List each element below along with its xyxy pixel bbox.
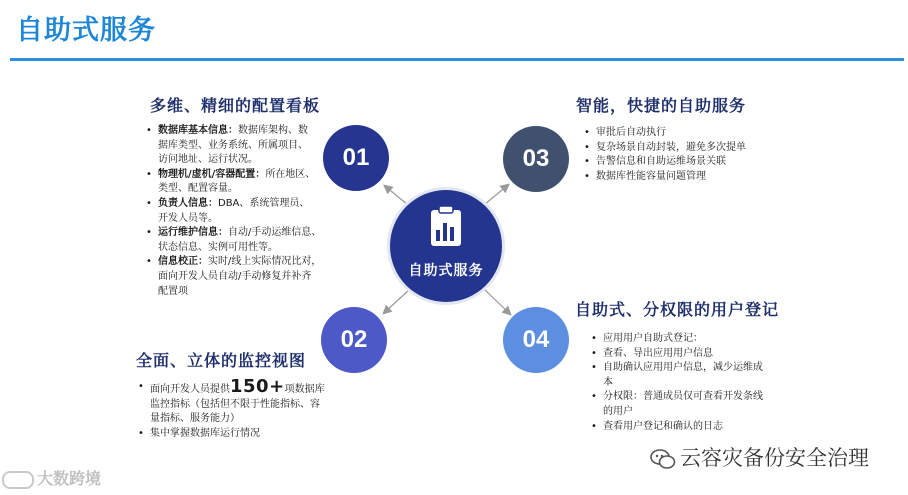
section-04-title: 自助式、分权限的用户登记 bbox=[575, 300, 780, 319]
list-item: • 应用用户自助式登记： bbox=[590, 332, 790, 347]
list-item: • 物理机/虚机/容器配置：所在地区、 类型、配置容量。 bbox=[145, 168, 335, 197]
section-01-list bbox=[145, 124, 335, 299]
list-item: • 查看用户登记和确认的日志 bbox=[590, 420, 790, 435]
list-item: • 复杂场景自动封装，避免多次提单 bbox=[583, 141, 803, 156]
clipboard-chart-icon bbox=[390, 190, 502, 302]
right-watermark-logo: 云容灾备份安全治理 bbox=[650, 442, 869, 472]
wechat-icon bbox=[650, 448, 676, 470]
list-item: • 查看、导出应用用户信息 bbox=[590, 347, 790, 362]
list-item: • 自助确认应用用户信息，减少运维成 本 bbox=[590, 361, 790, 390]
number-circle-01: 01 bbox=[323, 125, 389, 191]
center-label: 自助式服务 bbox=[408, 263, 484, 279]
center-circle bbox=[390, 190, 502, 302]
number-circle-04: 04 bbox=[503, 307, 569, 373]
section-02-title: 全面、立体的监控视图 bbox=[136, 351, 307, 370]
number-circle-03: 03 bbox=[503, 126, 569, 192]
list-item: • 数据库基本信息：数据库架构、数 据库类型、业务系统、所属项目、 访问地址、运行状况。 bbox=[145, 124, 335, 168]
section-04-list bbox=[590, 332, 790, 434]
section-02-list bbox=[137, 376, 347, 441]
list-item: • 告警信息和自助运维场景关联 bbox=[583, 155, 803, 170]
page-title: 自助式服务 bbox=[16, 15, 156, 46]
list-item: • 审批后自动执行 bbox=[583, 126, 803, 141]
left-watermark-logo: 大数跨境 bbox=[2, 466, 101, 489]
list-item: • 信息校正：实时/线上实际情况比对， 面向开发人员自动/手动修复并补齐 配置项 bbox=[145, 255, 335, 299]
list-item: • 负责人信息：DBA、系统管理员、 开发人员等。 bbox=[145, 197, 335, 226]
list-item: • 集中掌握数据库运行情况 bbox=[137, 427, 347, 442]
section-03-list bbox=[583, 126, 803, 184]
section-03-title: 智能，快捷的自助服务 bbox=[576, 96, 747, 115]
list-item: • 面向开发人员提供150+项数据库 监控指标（包括但不限于性能指标、容 量指标、服务能力） bbox=[137, 380, 347, 427]
list-item: • 运行维护信息：自动/手动运维信息、 状态信息、实例可用性等。 bbox=[145, 226, 335, 255]
list-item: • 分权限：普通成员仅可查看开发条线 的用户 bbox=[590, 390, 790, 419]
section-01-title: 多维、精细的配置看板 bbox=[150, 96, 321, 115]
watermark-mark-icon bbox=[2, 471, 34, 489]
number-circle-02: 02 bbox=[321, 307, 387, 373]
list-item: • 数据库性能容量问题管理 bbox=[583, 170, 803, 185]
